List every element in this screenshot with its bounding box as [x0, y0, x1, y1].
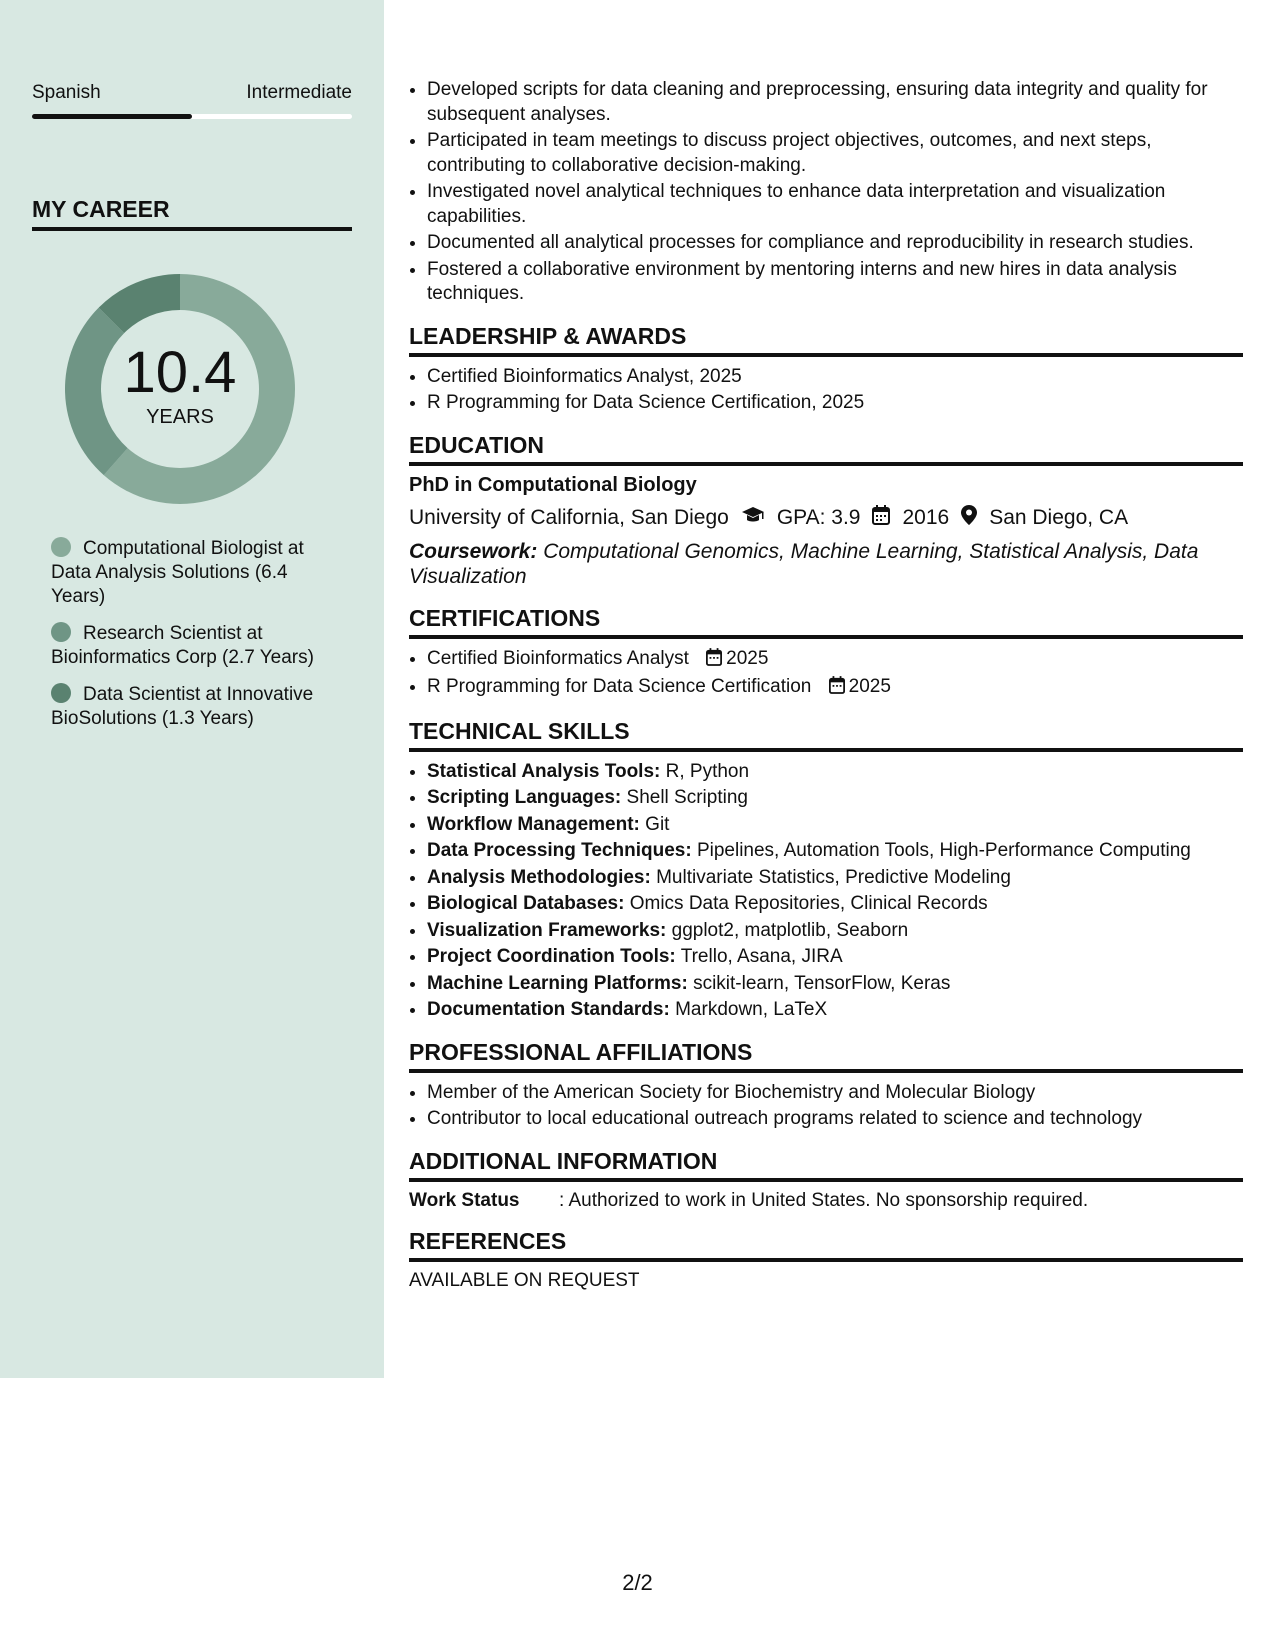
work-status-label: Work Status	[409, 1189, 520, 1211]
legend-item	[51, 683, 331, 731]
list-item	[427, 972, 1243, 997]
section-title-skills: TECHNICAL SKILLS	[409, 718, 1243, 752]
legend-label: Data Scientist at Innovative BioSolutions (1.3 Years)	[51, 684, 314, 729]
list-item	[427, 813, 1243, 838]
list-item	[427, 839, 1243, 864]
coursework-label: Coursework:	[409, 539, 538, 563]
list-item: • Fostered a collaborative environment by mentoring interns and new hires in data analysis techniques.	[427, 258, 1243, 307]
list-item: • Investigated novel analytical techniques to enhance data interpretation and visualization capabilities.	[427, 180, 1243, 229]
list-item	[427, 786, 1243, 811]
skill-value: Multivariate Statistics, Predictive Modeling	[656, 866, 1011, 888]
skill-label: Biological Databases:	[427, 893, 625, 914]
language-proficiency-bar	[32, 114, 352, 119]
education-location: San Diego, CA	[989, 505, 1129, 529]
skill-label: Visualization Frameworks:	[427, 919, 667, 941]
language-name: Spanish	[32, 82, 101, 103]
education-details	[409, 505, 1243, 531]
list-item: • Participated in team meetings to discuss project objectives, outcomes, and next steps, contributing to collaborative decision-making.	[427, 129, 1243, 178]
certification-year: 2025	[726, 647, 769, 669]
section-title-education: EDUCATION	[409, 432, 1243, 466]
legend-item	[51, 622, 331, 670]
legend-item	[51, 537, 331, 609]
skill-label: Project Coordination Tools:	[427, 946, 676, 967]
section-title-additional: ADDITIONAL INFORMATION	[409, 1148, 1243, 1182]
language-level: Intermediate	[246, 82, 352, 103]
list-item	[427, 760, 1243, 785]
certification-name: Certified Bioinformatics Analyst	[427, 647, 689, 669]
donut-center	[65, 274, 295, 504]
skill-label: Documentation Standards:	[427, 999, 670, 1020]
career-total-unit: YEARS	[146, 405, 214, 428]
section-title-references: REFERENCES	[409, 1228, 1243, 1262]
list-item: • R Programming for Data Science Certification, 2025	[427, 391, 1243, 416]
skills-list	[409, 760, 1243, 1023]
skill-value: scikit-learn, TensorFlow, Keras	[693, 972, 951, 994]
skill-label: Machine Learning Platforms:	[427, 972, 688, 994]
list-item: • Developed scripts for data cleaning and preprocessing, ensuring data integrity and quality for subsequent analyses.	[427, 78, 1243, 127]
skill-label: Statistical Analysis Tools:	[427, 760, 661, 782]
list-item: • Documented all analytical processes for compliance and reproducibility in research studies.	[427, 231, 1243, 256]
page-number: 2/2	[622, 1570, 653, 1595]
career-total-years: 10.4	[123, 339, 237, 405]
sidebar	[0, 0, 384, 1378]
skill-value: Git	[645, 813, 670, 835]
section-title-certifications: CERTIFICATIONS	[409, 605, 1243, 639]
list-item	[427, 945, 1243, 970]
language-row	[32, 82, 352, 104]
list-item: • Contributor to local educational outreach programs related to science and technology	[427, 1107, 1243, 1132]
work-status-value: : Authorized to work in United States. No sponsorship required.	[559, 1189, 1089, 1211]
calendar-icon	[872, 505, 890, 531]
list-item	[427, 892, 1243, 917]
skill-value: Shell Scripting	[626, 787, 748, 808]
skill-value: Trello, Asana, JIRA	[680, 946, 843, 967]
coursework-text: Computational Genomics, Machine Learning, Statistical Analysis, Data Visualization	[409, 539, 1199, 588]
affiliations-list	[409, 1081, 1243, 1132]
list-item	[427, 998, 1243, 1023]
education-coursework	[409, 539, 1243, 589]
skill-label: Scripting Languages:	[427, 787, 622, 808]
education-gpa: GPA: 3.9	[776, 505, 861, 529]
skill-label: Data Processing Techniques:	[427, 840, 692, 861]
skill-value: Pipelines, Automation Tools, High-Performance Computing	[696, 840, 1191, 861]
location-pin-icon	[961, 505, 977, 531]
skill-value: Markdown, LaTeX	[675, 999, 828, 1020]
section-title-affiliations: PROFESSIONAL AFFILIATIONS	[409, 1039, 1243, 1073]
calendar-icon	[706, 648, 722, 674]
experience-bullets	[409, 78, 1243, 307]
language-proficiency-fill	[32, 114, 192, 119]
education-year: 2016	[902, 505, 950, 529]
list-item	[427, 647, 1243, 674]
main-content	[409, 78, 1243, 1292]
career-title: MY CAREER	[32, 196, 352, 231]
skill-value: ggplot2, matplotlib, Seaborn	[671, 919, 909, 941]
list-item	[427, 675, 1243, 702]
references-text: AVAILABLE ON REQUEST	[409, 1269, 640, 1291]
skill-value: R, Python	[665, 760, 750, 782]
legend-label: Research Scientist at Bioinformatics Corp (2.7 Years)	[51, 623, 314, 668]
career-legend	[51, 537, 331, 744]
section-title-leadership: LEADERSHIP & AWARDS	[409, 323, 1243, 357]
work-status-row	[409, 1190, 1243, 1212]
skill-value: Omics Data Repositories, Clinical Records	[629, 893, 988, 914]
graduation-cap-icon	[741, 506, 765, 530]
certification-name: R Programming for Data Science Certification	[427, 676, 812, 697]
education-school: University of California, San Diego	[409, 505, 729, 529]
calendar-icon	[829, 676, 845, 702]
legend-dot	[51, 683, 71, 703]
legend-label: Computational Biologist at Data Analysis Solutions (6.4 Years)	[51, 538, 304, 607]
list-item	[427, 919, 1243, 944]
legend-dot	[51, 622, 71, 642]
career-donut-chart	[65, 274, 295, 504]
list-item: • Member of the American Society for Biochemistry and Molecular Biology	[427, 1081, 1243, 1106]
legend-dot	[51, 537, 71, 557]
education-degree: PhD in Computational Biology	[409, 473, 697, 496]
skill-label: Analysis Methodologies:	[427, 866, 651, 888]
skill-label: Workflow Management:	[427, 813, 640, 835]
leadership-list	[409, 365, 1243, 416]
list-item	[427, 866, 1243, 891]
certification-year: 2025	[848, 676, 891, 697]
certifications-list	[409, 647, 1243, 702]
list-item: • Certified Bioinformatics Analyst, 2025	[427, 365, 1243, 390]
